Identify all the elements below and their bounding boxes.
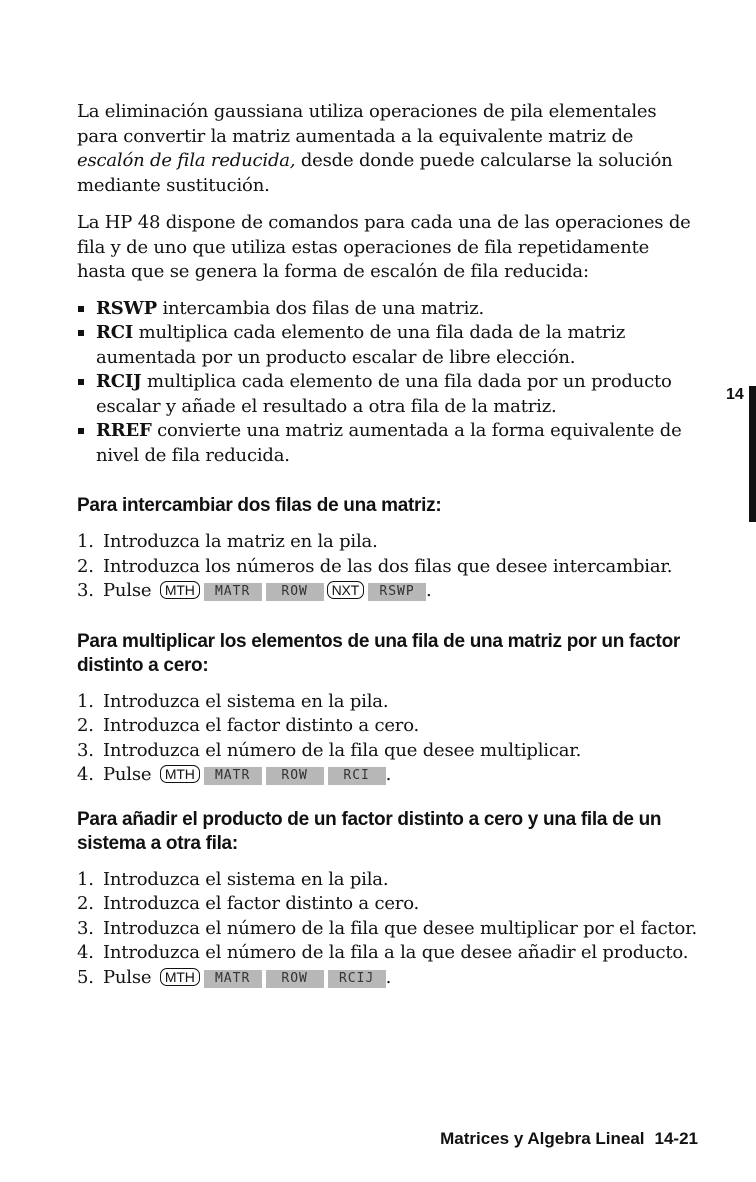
intro-paragraph-2: La HP 48 dispone de comandos para cada una de las operaciones de fila y de uno que utiliza estas operaciones de fila repetidamente hasta que se genera la forma de escalón de fila reducida: [77,212,691,282]
section-heading-swap: Para intercambiar dos filas de una matriz: [77,495,442,516]
intro-paragraph-1: La eliminación gaussiana utiliza operaciones de pila elementales para convertir la matriz aumentada a la equivalente matriz de escalón de fila reducida, desde donde puede calcularse la solución mediante sustitución. [77,101,673,196]
row-softkey: ROW [266,767,324,785]
press-step: 5. Pulse MTH MATR ROW RCIJ . [77,966,392,988]
rcij-softkey: RCIJ [328,970,386,988]
list-item: RSWP intercambia dos filas de una matriz. [77,297,702,322]
steps-add [77,868,702,991]
emphasis-term: escalón de fila reducida, [77,150,296,171]
list-item: 3. Introduzca el número de la fila que desee multiplicar. [77,739,582,761]
row-softkey: ROW [266,970,324,988]
page-footer [440,1128,698,1150]
list-item: 2. Introduzca los números de las dos filas que desee intercambiar. [77,555,673,577]
steps-swap [77,530,702,604]
list-item: 1. Introduzca la matriz en la pila. [77,531,378,552]
list-item: 1. Introduzca el sistema en la pila. [77,690,389,712]
row-softkey: ROW [266,583,324,601]
list-item: RCIJ multiplica cada elemento de una fila dada por un producto escalar y añade el resultado a otra fila de la matriz. [77,370,702,419]
matr-softkey: MATR [204,767,262,785]
matr-softkey: MATR [204,583,262,601]
list-item: RREF convierte una matriz aumentada a la forma equivalente de nivel de fila reducida. [77,419,702,468]
rci-softkey: RCI [328,767,386,785]
section-heading-add: Para añadir el producto de un factor distinto a cero y una fila de un sistema a otra fila: [77,808,662,854]
mth-key: MTH [160,968,200,986]
list-item: 1. Introduzca el sistema en la pila. [77,868,389,890]
chapter-tab-marker [749,386,756,522]
list-item: RCI multiplica cada elemento de una fila dada de la matriz aumentada por un producto escalar de libre elección. [77,321,702,370]
steps-multiply [77,690,702,788]
command-list [77,297,702,469]
mth-key: MTH [160,581,200,599]
press-step: 3. Pulse MTH MATR ROW NXT RSWP . [77,580,432,601]
press-step: 4. Pulse MTH MATR ROW RCI . [77,764,392,785]
page-content [77,100,702,990]
footer-title: Matrices y Algebra Lineal [440,1129,645,1148]
list-item: 4. Introduzca el número de la fila a la que desee añadir el producto. [77,942,689,963]
mth-key: MTH [160,765,200,783]
section-heading-multiply: Para multiplicar los elementos de una fila de una matriz por un factor distinto a cero: [77,630,680,676]
page-number: 14-21 [654,1129,698,1148]
nxt-key: NXT [327,581,364,599]
list-item: 3. Introduzca el número de la fila que desee multiplicar por el factor. [77,917,698,939]
rswp-softkey: RSWP [368,583,426,601]
list-item: 2. Introduzca el factor distinto a cero. [77,893,420,914]
chapter-number: 14 [726,386,744,403]
list-item: 2. Introduzca el factor distinto a cero. [77,715,420,736]
matr-softkey: MATR [204,970,262,988]
